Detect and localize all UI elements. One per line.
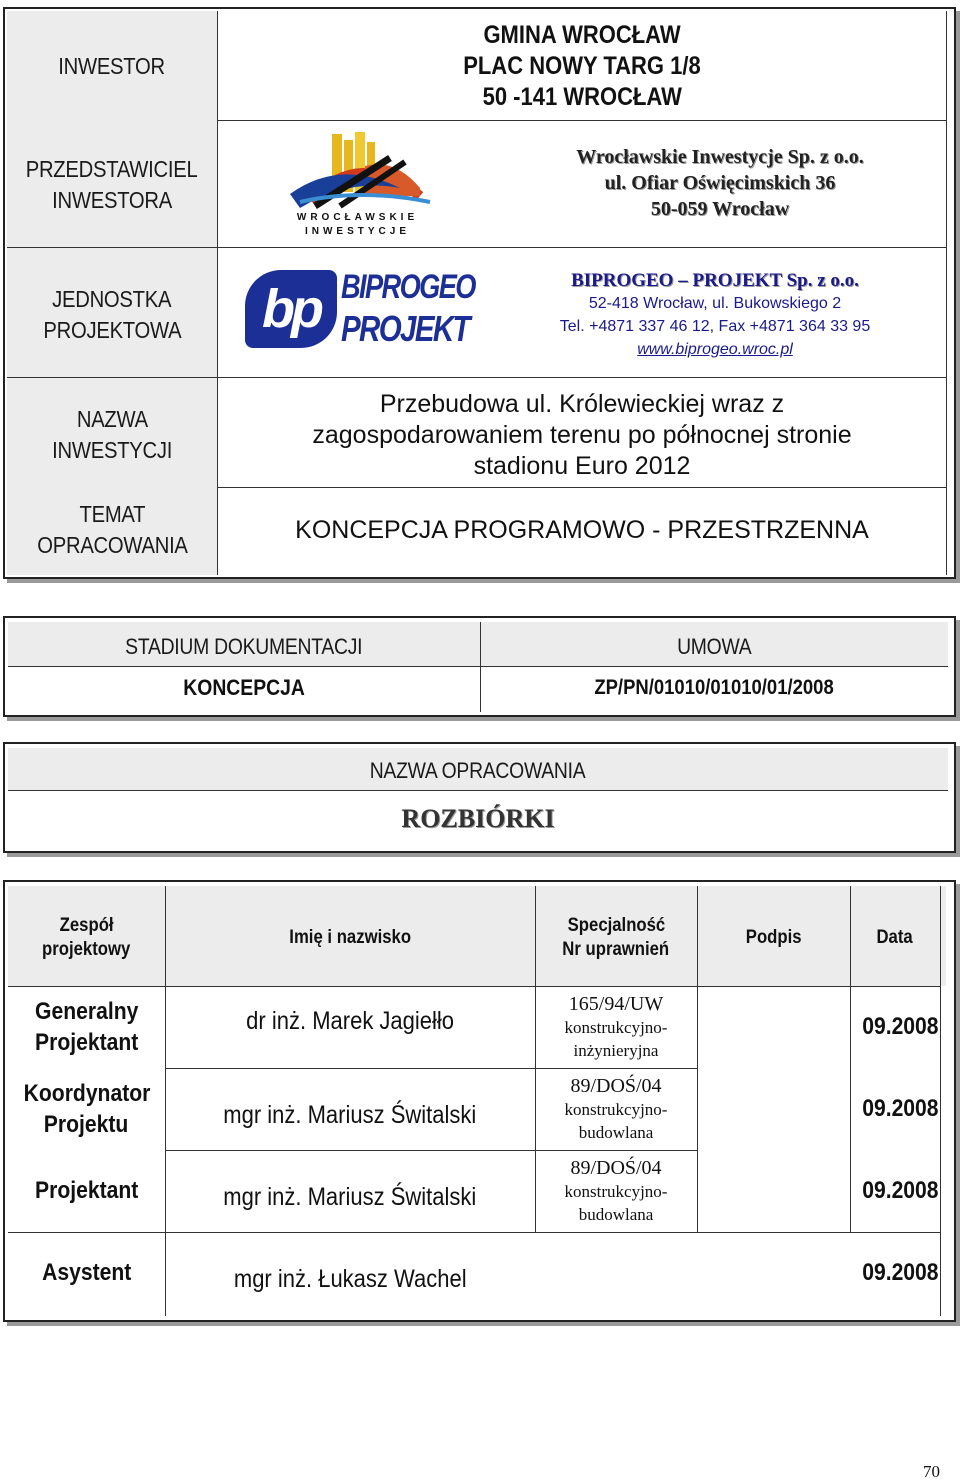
table-row-role: Projektant: [34, 1177, 139, 1204]
label-design-unit: JEDNOSTKA PROJEKTOWA: [43, 286, 181, 343]
biprogeo-wordmark: BIPROGEO: [341, 268, 475, 306]
table-row-role: Koordynator Projektu: [23, 1080, 150, 1138]
design-unit-name: BIPROGEO – PROJEKT Sp. z o.o.: [571, 270, 859, 291]
representative-street: ul. Ofiar Oświęcimskich 36: [604, 172, 836, 194]
representative-city: 50-059 Wrocław: [650, 198, 790, 220]
design-unit-info: [470, 265, 960, 365]
table-row-date: 09.2008: [861, 1259, 939, 1286]
design-unit-phone: Tel. +4871 337 46 12, Fax +4871 364 33 95: [559, 318, 871, 335]
table-row-date: 09.2008: [861, 1013, 939, 1040]
table-row-role: Generalny Projektant: [34, 998, 139, 1056]
table-row-specialty: 89/DOŚ/04 konstrukcyjno- budowlana: [564, 1156, 668, 1224]
design-unit-website[interactable]: www.biprogeo.wroc.pl: [637, 341, 793, 358]
logo-text-line1: WROCŁAWSKIE: [296, 212, 419, 223]
logo-text-line2: INWESTYCJE: [304, 226, 410, 237]
header-signature: Podpis: [745, 927, 802, 948]
table-row-role: Asystent: [41, 1259, 132, 1286]
biprogeo-logo: [245, 268, 475, 352]
header-date: Data: [876, 927, 914, 948]
label-investor: INWESTOR: [58, 52, 166, 79]
investment-name: Przebudowa ul. Królewieckiej wraz z zagospodarowaniem terenu po północnej stronie stadionu Euro 2012: [312, 389, 852, 480]
label-investment-name: NAZWA INWESTYCJI: [52, 406, 172, 463]
page-number: 70: [923, 1462, 940, 1481]
study-label: NAZWA OPRACOWANIA: [370, 757, 586, 783]
wroclawskie-inwestycje-logo: [270, 128, 445, 240]
topic-value: KONCEPCJA PROGRAMOWO - PRZESTRZENNA: [295, 515, 869, 544]
table-row-person: mgr inż. Mariusz Świtalski: [223, 1182, 477, 1211]
design-unit-address: 52-418 Wrocław, ul. Bukowskiego 2: [588, 295, 842, 312]
projekt-wordmark: PROJEKT: [341, 308, 469, 349]
investor-info: GMINA WROCŁAW PLAC NOWY TARG 1/8 50 -141 WROCŁAW: [463, 20, 701, 111]
label-topic: TEMAT OPRACOWANIA: [36, 501, 188, 558]
header-name: Imię i nazwisko: [289, 927, 411, 948]
bp-logo-mark: bp: [245, 270, 337, 348]
table-row-date: 09.2008: [861, 1177, 939, 1204]
contract-label: UMOWA: [676, 633, 752, 659]
contract-value: ZP/PN/01010/01010/01/2008: [594, 676, 834, 699]
stage-value: KONCEPCJA: [183, 675, 305, 700]
representative-info: [480, 138, 960, 228]
table-row-specialty: 89/DOŚ/04 konstrukcyjno- budowlana: [564, 1074, 668, 1142]
header-team: Zespół projektowy: [42, 915, 131, 960]
table-row-person: mgr inż. Łukasz Wachel: [233, 1264, 467, 1293]
representative-name: Wrocławskie Inwestycje Sp. z o.o.: [576, 146, 864, 168]
table-row-person: mgr inż. Mariusz Świtalski: [223, 1100, 477, 1129]
header-specialty: Specjalność Nr uprawnień: [562, 915, 670, 960]
table-row-person: dr inż. Marek Jagiełło: [246, 1006, 454, 1035]
label-representative: PRZEDSTAWICIEL INWESTORA: [26, 156, 198, 213]
table-row-date: 09.2008: [861, 1095, 939, 1122]
study-value: ROZBIÓRKI: [401, 804, 555, 833]
table-row-specialty: 165/94/UW konstrukcyjno- inżynieryjna: [564, 992, 668, 1060]
stage-label: STADIUM DOKUMENTACJI: [125, 633, 363, 659]
